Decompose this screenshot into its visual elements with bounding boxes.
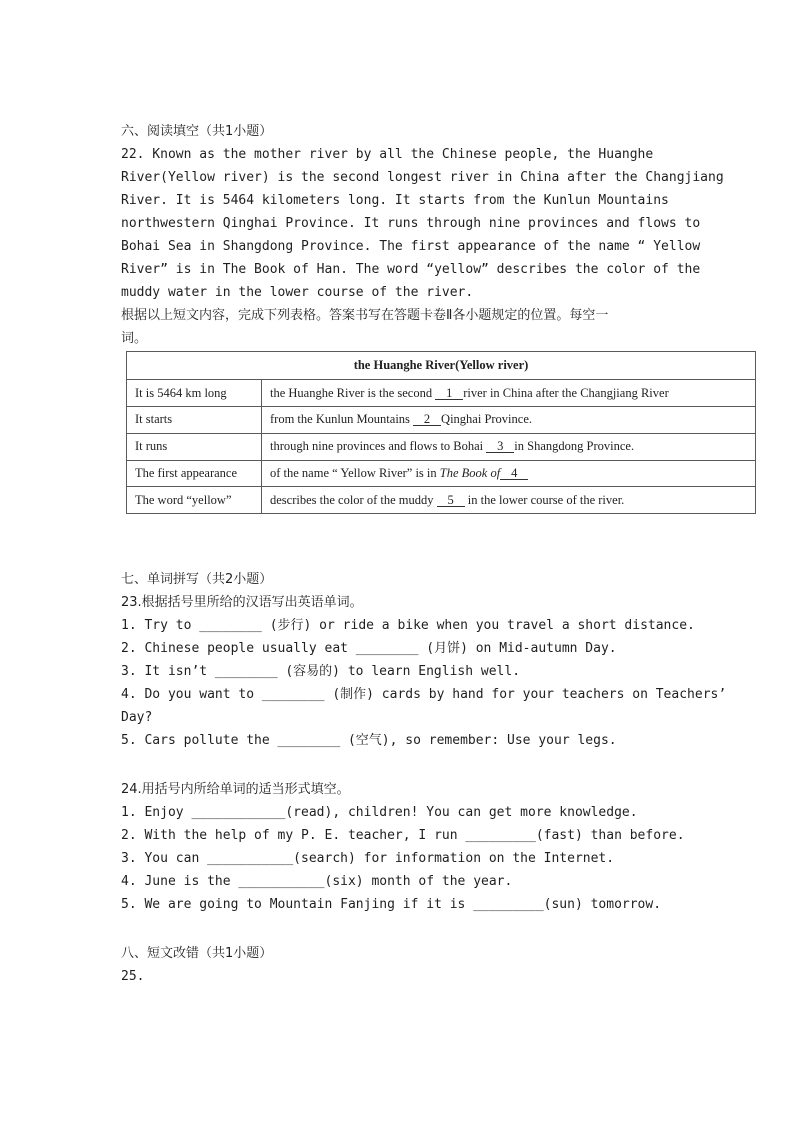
q24-list [121,801,685,916]
row-content [262,460,756,487]
q23-item: 1. Try to ________ (步行) or ride a bike when you travel a short distance. [121,618,695,633]
q23-item: 2. Chinese people usually eat ________ (月饼) on Mid-autumn Day. [121,641,617,656]
row-text-after: in Shangdong Province. [514,439,635,454]
row-text-before: describes the color of the muddy [270,492,437,507]
passage-line: River. It is 5464 kilometers long. It starts from the Kunlun Mountains [121,193,669,208]
reading-passage [121,143,724,304]
q23-item: 3. It isn’t ________ (容易的) to learn English well. [121,664,521,679]
q23-item: 4. Do you want to ________ (制作) cards by hand for your teachers on Teachers’ [121,687,727,702]
instruction-line-1: 根据以上短文内容，完成下列表格。答案书写在答题卡卷Ⅱ各小题规定的位置。每空一 [121,308,609,323]
passage-line: muddy water in the lower course of the river. [121,285,474,300]
blank-number: 4 [500,467,528,480]
row-text-before: of the name “ Yellow River” is in [270,465,440,480]
row-label: The word “yellow” [127,487,262,514]
row-label: It is 5464 km long [127,380,262,407]
row-content [262,487,756,514]
section-8-heading: 八、短文改错（共1小题） [121,946,273,961]
row-content [262,433,756,460]
passage-line: River” is in The Book of Han. The word “yellow” describes the color of the [121,262,701,277]
q24-item: 5. We are going to Mountain Fanjing if it is _________(sun) tomorrow. [121,897,662,912]
row-label: The first appearance [127,460,262,487]
q23-item: Day? [121,710,153,725]
table-row [127,380,756,407]
passage-line: northwestern Qinghai Province. It runs through nine provinces and flows to [121,216,701,231]
q25-number: 25. [121,969,145,984]
blank-number: 2 [413,413,441,426]
table-body [127,380,756,514]
row-text-before: from the Kunlun Mountains [270,412,414,427]
q23-title: 23.根据括号里所给的汉语写出英语单词。 [121,595,363,610]
row-text-italic: The Book of [439,465,501,480]
table-row [127,433,756,460]
blank-number: 1 [435,387,463,400]
question-24 [121,778,685,916]
section-8 [121,942,681,988]
row-text-before: the Huanghe River is the second [270,385,436,400]
row-text-after: Qinghai Province. [441,412,533,427]
table-title: the Huanghe River(Yellow river) [127,352,756,380]
row-content [262,380,756,407]
blank-number: 5 [437,494,465,507]
q24-title: 24.用括号内所给单词的适当形式填空。 [121,782,350,797]
row-text-before: through nine provinces and flows to Bohai [270,439,487,454]
passage-line: Bohai Sea in Shangdong Province. The first appearance of the name “ Yellow [121,239,701,254]
row-text-after: river in China after the Changjiang River [463,385,669,400]
q24-item: 2. With the help of my P. E. teacher, I run _________(fast) than before. [121,828,685,843]
river-table [126,351,756,514]
q23-list [121,614,727,752]
section-6-heading: 六、阅读填空（共1小题） [121,124,273,139]
passage-line: 22. Known as the mother river by all the Chinese people, the Huanghe [121,147,654,162]
section-7-heading: 七、单词拼写（共2小题） [121,572,273,587]
table-row [127,407,756,434]
table-row [127,460,756,487]
q24-item: 1. Enjoy ____________(read), children! You can get more knowledge. [121,805,638,820]
row-label: It runs [127,433,262,460]
passage-line: River(Yellow river) is the second longest river in China after the Changjiang [121,170,724,185]
row-text-after: in the lower course of the river. [464,492,625,507]
q24-item: 4. June is the ___________(six) month of the year. [121,874,513,889]
row-content [262,407,756,434]
q23-item: 5. Cars pollute the ________ (空气), so remember: Use your legs. [121,733,617,748]
q24-item: 3. You can ___________(search) for information on the Internet. [121,851,615,866]
section-7 [121,568,727,752]
section-6 [121,120,724,350]
blank-number: 3 [486,440,514,453]
fill-in-table [126,351,756,514]
table-row [127,487,756,514]
row-label: It starts [127,407,262,434]
instruction-line-2: 词。 [121,331,148,346]
